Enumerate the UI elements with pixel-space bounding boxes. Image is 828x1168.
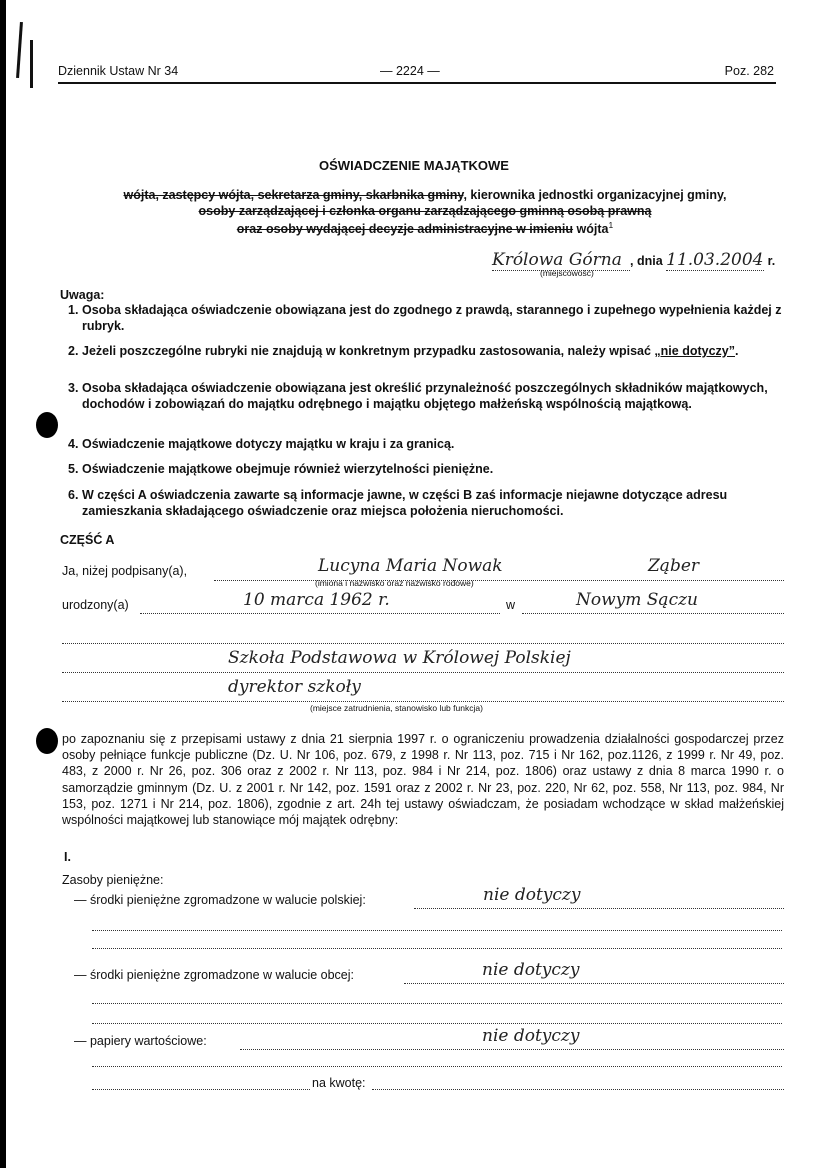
place-date-row <box>492 250 775 271</box>
born-label: urodzony(a) <box>62 598 129 612</box>
part-a-heading: CZĘŚĆ A <box>60 533 115 547</box>
blank-line <box>92 930 782 931</box>
form-title: OŚWIADCZENIE MAJĄTKOWE <box>319 158 509 173</box>
note-number: 5. <box>68 462 79 476</box>
kept-text: wójta <box>573 222 609 237</box>
page-header <box>58 62 776 84</box>
note-number: 3. <box>68 381 79 395</box>
subtitle-line-2 <box>60 204 790 218</box>
note-item <box>68 343 784 359</box>
journal-name: Dziennik Ustaw Nr 34 <box>58 64 179 78</box>
amount-field[interactable] <box>372 1089 784 1090</box>
blank-line <box>92 1066 782 1067</box>
amount-label: na kwotę: <box>312 1076 366 1090</box>
pln-label: — środki pieniężne zgromadzone w walucie polskiej: <box>74 893 366 907</box>
note-item <box>68 380 784 412</box>
note-item <box>68 436 784 452</box>
date-field[interactable]: 11.03.2004 <box>666 250 764 270</box>
note-number: 2. <box>68 344 79 358</box>
note-text: Osoba składająca oświadczenie obowiązana jest do zgodnego z prawdą, starannego i zupełnego wypełnienia każdej z rubryk. <box>82 303 782 333</box>
scan-edge <box>0 0 6 1168</box>
punch-hole <box>36 728 58 754</box>
securities-field[interactable]: nie dotyczy <box>482 1026 580 1046</box>
subtitle-line-1 <box>60 188 790 202</box>
name-line <box>214 580 784 581</box>
note-text: W części A oświadczenia zawarte są informacje jawne, w części B zaś informacje niejawne dotyczące adresu zamieszkania składającego oświadczenie oraz miejsca położenia nieruchomości. <box>82 488 728 518</box>
amount-prefix-line <box>92 1089 310 1090</box>
footnote-mark: 1 <box>608 220 614 230</box>
note-number: 6. <box>68 488 79 502</box>
pln-line <box>414 908 784 909</box>
scan-mark <box>30 40 33 88</box>
punch-hole <box>36 412 58 438</box>
born-place-field[interactable]: Nowym Sączu <box>576 590 698 610</box>
notes-heading: Uwaga: <box>60 288 105 302</box>
note-number: 1. <box>68 303 79 317</box>
page-number: — 2224 — <box>380 64 440 78</box>
pln-field[interactable]: nie dotyczy <box>483 885 581 905</box>
note-emphasis: „nie dotyczy” <box>654 344 735 358</box>
note-text: Oświadczenie majątkowe dotyczy majątku w kraju i za granicą. <box>82 437 455 451</box>
kept-text: , kierownika jednostki organizacyjnej gminy, <box>463 188 727 202</box>
note-text: Osoba składająca oświadczenie obowiązana jest określić przynależność poszczególnych składników majątkowych, dochodów i zobowiązań do majątku odrębnego i majątku objętego małżeńską wspólnością majątkową. <box>82 381 768 411</box>
born-place-line <box>522 613 784 614</box>
note-text: . <box>734 344 739 358</box>
note-item <box>68 487 784 519</box>
place-caption: (miejscowość) <box>540 268 594 278</box>
note-item <box>68 461 784 477</box>
blank-line <box>92 1023 782 1024</box>
position-number: Poz. 282 <box>724 64 774 78</box>
name-caption: (imiona i nazwisko oraz nazwisko rodowe) <box>315 578 474 588</box>
employer-line <box>62 672 784 673</box>
foreign-label: — środki pieniężne zgromadzone w walucie obcej: <box>74 968 355 982</box>
born-date-line <box>140 613 500 614</box>
securities-label: — papiery wartościowe: <box>74 1034 207 1048</box>
scan-mark <box>16 22 23 78</box>
date-suffix: r. <box>767 254 776 268</box>
date-label: , dnia <box>630 254 663 268</box>
born-in-label: w <box>506 598 516 612</box>
section-number: I. <box>64 850 71 864</box>
blank-line <box>62 643 784 644</box>
section-heading: Zasoby pieniężne: <box>62 873 164 887</box>
blank-line <box>92 1003 782 1004</box>
signed-label: Ja, niżej podpisany(a), <box>62 564 188 578</box>
blank-line <box>92 948 782 949</box>
note-text: Oświadczenie majątkowe obejmuje również wierzytelności pieniężne. <box>82 462 494 476</box>
employer-field[interactable]: Szkoła Podstawowa w Królowej Polskiej <box>228 648 571 668</box>
position-field[interactable]: dyrektor szkoły <box>228 677 361 697</box>
struck-text: oraz osoby wydającej decyzje administracyjne w imieniu <box>236 222 574 237</box>
place-field[interactable]: Królowa Górna <box>492 250 630 271</box>
note-number: 4. <box>68 437 79 451</box>
securities-line <box>240 1049 784 1050</box>
note-text: Jeżeli poszczególne rubryki nie znajdują w konkretnym przypadku zastosowania, należy wpisać <box>82 344 655 358</box>
name-field[interactable]: Lucyna Maria Nowak <box>318 556 503 576</box>
maiden-name-field[interactable]: Ząber <box>648 556 700 576</box>
foreign-field[interactable]: nie dotyczy <box>482 960 580 980</box>
struck-text: osoby zarządzającej i członka organu zarządzającego gminną osobą prawną <box>198 204 652 218</box>
declaration-text: po zapoznaniu się z przepisami ustawy z dnia 21 sierpnia 1997 r. o ograniczeniu prowadzenia działalności gospodarczej przez osoby pełniące funkcje publiczne (Dz. U. Nr 106, poz. 679, z 1998 r. Nr 113, poz. 715 i Nr 162, poz.1126, z 1999 r. Nr 49, poz. 483, z 2000 r. Nr 26, poz. 306 oraz z 2002 r. Nr 113, poz. 984 i Nr 214, poz. 1806) oraz ustawy z dnia 8 marca 1990 r. o samorządzie gminnym (Dz. U. z 2001 r. Nr 142, poz. 1591 oraz z 2002 r. Nr 23, poz. 220, Nr 62, poz. 558, Nr 113, poz. 984, Nr 153, poz. 1271 i Nr 214, poz. 1806), zgodnie z art. 24h tej ustawy oświadczam, że posiadam wchodzące w skład małżeńskiej wspólności majątkowej lub stanowiące mój majątek odrębny: <box>62 732 784 828</box>
note-item <box>68 302 784 334</box>
employment-caption: (miejsce zatrudnienia, stanowisko lub funkcja) <box>310 703 483 713</box>
struck-text: wójta, zastępcy wójta, sekretarza gminy, skarbnika gminy <box>123 188 464 202</box>
subtitle-line-3 <box>60 220 790 236</box>
foreign-line <box>404 983 784 984</box>
position-line <box>62 701 784 702</box>
born-date-field[interactable]: 10 marca 1962 r. <box>243 590 390 610</box>
